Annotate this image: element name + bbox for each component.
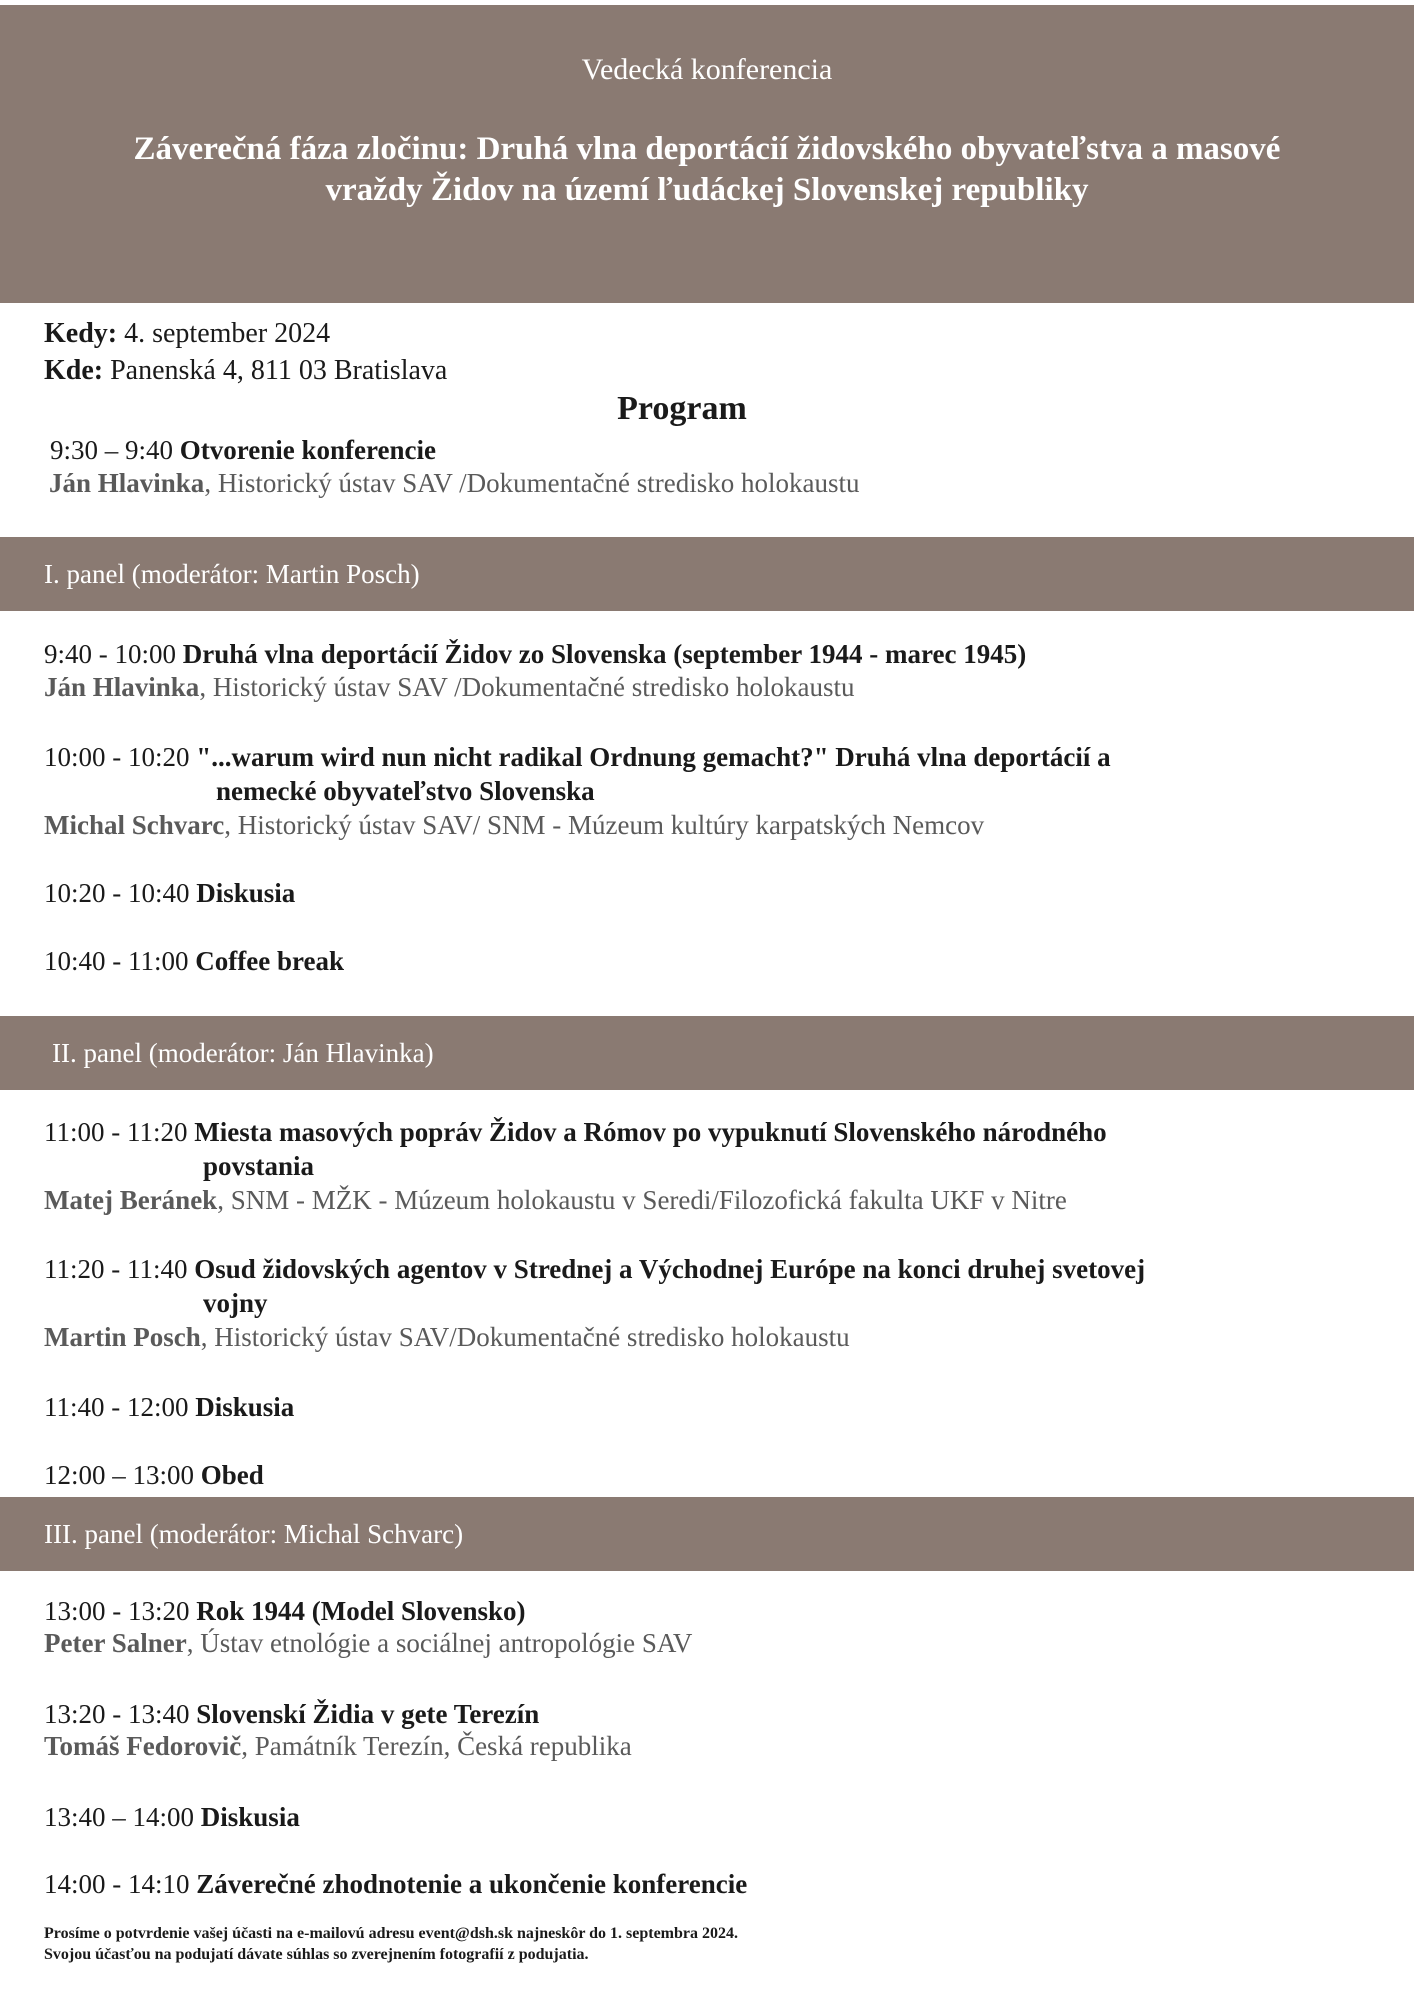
- panel-3-item-3: [44, 1800, 300, 1834]
- speaker-name: Peter Salner: [44, 1628, 187, 1658]
- item-title-continued: vojny: [203, 1288, 268, 1318]
- item-title-continued: povstania: [203, 1151, 315, 1181]
- conference-type: Vedecká konferencia: [581, 53, 833, 86]
- item-time: 11:20 - 11:40: [44, 1254, 195, 1284]
- item-title-continued: nemecké obyvateľstvo Slovenska: [216, 776, 595, 806]
- item-time: 14:00 - 14:10: [44, 1869, 197, 1899]
- opening-speaker: [49, 468, 860, 499]
- when-line: [44, 318, 330, 350]
- conference-title: [30, 129, 1384, 211]
- speaker-affiliation: , Historický ústav SAV/Dokumentačné stredisko holokaustu: [200, 1322, 850, 1352]
- speaker-name: Matej Beránek: [44, 1185, 218, 1215]
- item-time: 11:00 - 11:20: [44, 1117, 195, 1147]
- panel-3-item-1-speaker: [44, 1628, 692, 1659]
- panel-3-item-2: [44, 1697, 539, 1731]
- item-title: Diskusia: [196, 878, 296, 908]
- item-title: Diskusia: [200, 1802, 300, 1832]
- item-title: Druhá vlna deportácií Židov zo Slovenska (september 1944 - marec 1945): [182, 639, 1027, 669]
- item-time: 9:30 – 9:40: [50, 435, 180, 465]
- when-label: Kedy:: [44, 318, 118, 349]
- speaker-name: Ján Hlavinka: [44, 672, 200, 702]
- item-title: Slovenskí Židia v gete Terezín: [196, 1699, 540, 1729]
- where-line: [44, 355, 447, 387]
- item-title: Záverečné zhodnotenie a ukončenie konferencie: [196, 1869, 748, 1899]
- panel-2-item-3: [44, 1390, 294, 1424]
- panel-1-band: [0, 537, 1414, 611]
- panel-1-item-1-speaker: [44, 672, 855, 703]
- item-title: Obed: [200, 1460, 264, 1490]
- item-time: 13:40 – 14:00: [44, 1802, 201, 1832]
- panel-3-item-2-speaker: [44, 1731, 632, 1762]
- panel-2-item-4: [44, 1458, 264, 1492]
- footer-line2: Svojou účasťou na podujatí dávate súhlas so zverejnením fotografií z podujatia.: [44, 1946, 589, 1963]
- speaker-affiliation: , Historický ústav SAV /Dokumentačné stredisko holokaustu: [204, 468, 860, 498]
- panel-2-item-2-speaker: [44, 1322, 850, 1353]
- speaker-affiliation: , Ústav etnológie a sociálnej antropológie SAV: [186, 1628, 693, 1658]
- speaker-affiliation: , SNM - MŽK - Múzeum holokaustu v Seredi/Filozofická fakulta UKF v Nitre: [217, 1185, 1067, 1215]
- item-time: 9:40 - 10:00: [44, 639, 183, 669]
- item-title: Diskusia: [195, 1392, 295, 1422]
- when-value: 4. september 2024: [117, 318, 331, 349]
- item-time: 11:40 - 12:00: [44, 1392, 196, 1422]
- speaker-affiliation: , Historický ústav SAV/ SNM - Múzeum kultúry karpatských Nemcov: [224, 810, 985, 840]
- panel-1-item-2: [44, 740, 1111, 808]
- item-time: 10:20 - 10:40: [44, 878, 197, 908]
- where-value: Panenská 4, 811 03 Bratislava: [103, 355, 448, 386]
- speaker-name: Martin Posch: [44, 1322, 201, 1352]
- footer-line1: Prosíme o potvrdenie vašej účasti na e-mailovú adresu event@dsh.sk najneskôr do 1. septembra 2024.: [44, 1925, 739, 1942]
- panel-2-item-1-speaker: [44, 1185, 1067, 1216]
- panel-2-band: [0, 1016, 1414, 1090]
- item-title: Rok 1944 (Model Slovensko): [196, 1596, 526, 1626]
- panel-3-label: III. panel (moderátor: Michal Schvarc): [44, 1519, 464, 1549]
- panel-1-item-1: [44, 637, 1026, 671]
- speaker-affiliation: , Historický ústav SAV /Dokumentačné stredisko holokaustu: [199, 672, 855, 702]
- item-title: Osud židovských agentov v Strednej a Východnej Európe na konci druhej svetovej: [194, 1254, 1146, 1284]
- item-title: Miesta masových popráv Židov a Rómov po vypuknutí Slovenského národného: [194, 1117, 1107, 1147]
- panel-1-label: I. panel (moderátor: Martin Posch): [44, 559, 420, 589]
- conference-title-line1: Záverečná fáza zločinu: Druhá vlna deportácií židovského obyvateľstva a masové: [133, 131, 1281, 167]
- item-time: 13:20 - 13:40: [44, 1699, 197, 1729]
- panel-2-item-1: [44, 1115, 1107, 1183]
- item-time: 12:00 – 13:00: [44, 1460, 201, 1490]
- panel-1-item-2-speaker: [44, 810, 984, 841]
- where-label: Kde:: [44, 355, 104, 386]
- speaker-name: Tomáš Fedorovič: [44, 1731, 242, 1761]
- conference-title-line2: vraždy Židov na území ľudáckej Slovenskej republiky: [325, 172, 1089, 208]
- speaker-affiliation: , Památník Terezín, Česká republika: [241, 1731, 632, 1761]
- item-title: "...warum wird nun nicht radikal Ordnung gemacht?" Druhá vlna deportácií a: [196, 742, 1111, 772]
- panel-1-item-3: [44, 876, 295, 910]
- panel-3-band: [0, 1497, 1414, 1571]
- item-title: Otvorenie konferencie: [179, 435, 436, 465]
- panel-2-label: II. panel (moderátor: Ján Hlavinka): [52, 1038, 434, 1068]
- panel-3-item-4: [44, 1867, 747, 1901]
- item-title: Coffee break: [195, 946, 344, 976]
- speaker-name: Michal Schvarc: [44, 810, 225, 840]
- item-time: 13:00 - 13:20: [44, 1596, 197, 1626]
- item-time: 10:00 - 10:20: [44, 742, 197, 772]
- conference-header: [0, 5, 1414, 303]
- item-time: 10:40 - 11:00: [44, 946, 196, 976]
- footer-note: [44, 1923, 738, 1965]
- panel-2-item-2: [44, 1252, 1145, 1320]
- panel-1-item-4: [44, 944, 344, 978]
- opening-item: [50, 433, 436, 467]
- panel-3-item-1: [44, 1594, 526, 1628]
- speaker-name: Ján Hlavinka: [49, 468, 205, 498]
- program-title: Program: [617, 390, 747, 427]
